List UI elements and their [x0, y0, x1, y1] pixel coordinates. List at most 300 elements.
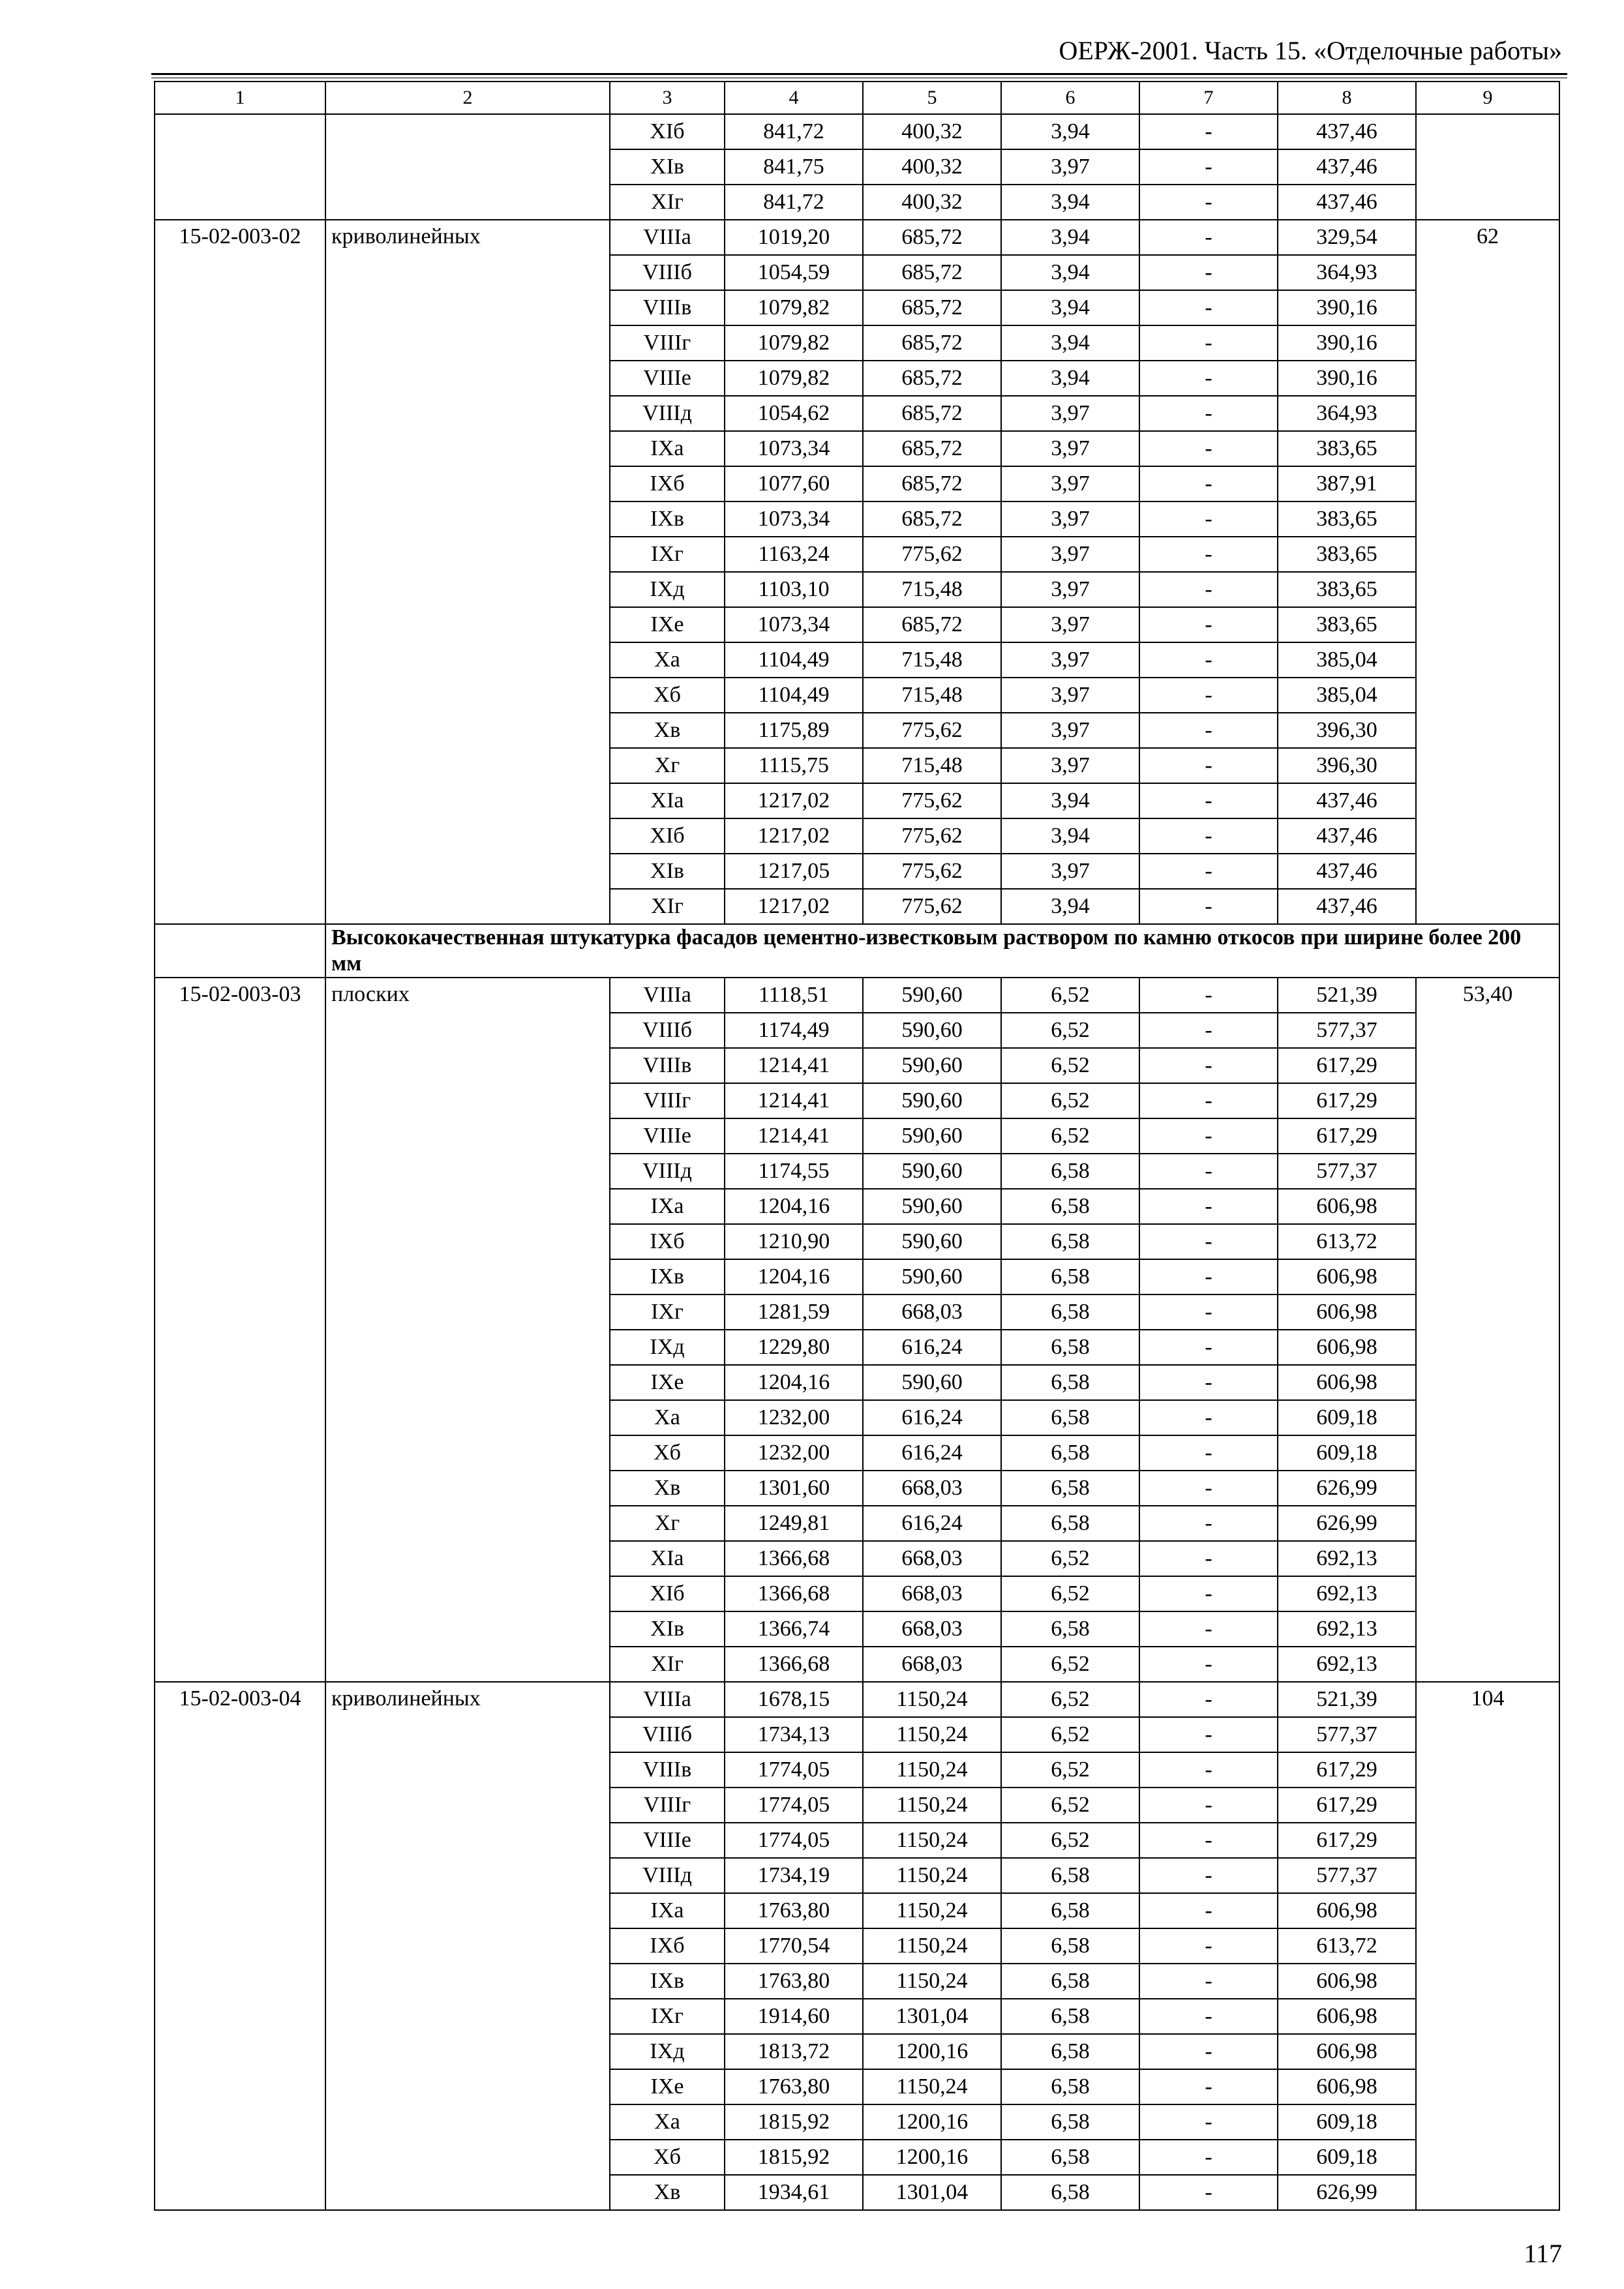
- machines-cell: 6,58: [1001, 1999, 1139, 2034]
- machines-cell: 3,97: [1001, 748, 1139, 783]
- driver-wages-cell: -: [1139, 1717, 1278, 1752]
- total-cost-cell: 1774,05: [725, 1788, 863, 1823]
- wages-cell: 685,72: [863, 607, 1001, 642]
- wages-cell: 1150,24: [863, 1858, 1001, 1893]
- stage-cell: VIIIв: [610, 1048, 725, 1083]
- total-cost-cell: 1774,05: [725, 1752, 863, 1788]
- total-cost-cell: 1217,02: [725, 818, 863, 854]
- machines-cell: 3,97: [1001, 396, 1139, 431]
- wages-cell: 775,62: [863, 783, 1001, 818]
- total-cost-cell: 1175,89: [725, 713, 863, 748]
- machines-cell: 6,58: [1001, 1400, 1139, 1435]
- wages-cell: 1150,24: [863, 1823, 1001, 1858]
- wages-cell: 590,60: [863, 978, 1001, 1013]
- stage-cell: IXа: [610, 1189, 725, 1224]
- materials-cell: 617,29: [1278, 1048, 1416, 1083]
- machines-cell: 6,58: [1001, 1294, 1139, 1330]
- total-cost-cell: 1163,24: [725, 537, 863, 572]
- stage-cell: XIа: [610, 783, 725, 818]
- machines-cell: 6,58: [1001, 1435, 1139, 1471]
- stage-cell: XIг: [610, 1647, 725, 1682]
- driver-wages-cell: -: [1139, 2175, 1278, 2210]
- stage-cell: IXб: [610, 1224, 725, 1259]
- wages-cell: 685,72: [863, 396, 1001, 431]
- stage-cell: Xа: [610, 2104, 725, 2140]
- driver-wages-cell: -: [1139, 1647, 1278, 1682]
- work-name: криволинейных: [325, 1682, 610, 2210]
- driver-wages-cell: -: [1139, 149, 1278, 185]
- materials-cell: 437,46: [1278, 854, 1416, 889]
- stage-cell: Xб: [610, 2140, 725, 2175]
- driver-wages-cell: -: [1139, 1611, 1278, 1647]
- stage-cell: Xа: [610, 1400, 725, 1435]
- wages-cell: 1150,24: [863, 1682, 1001, 1717]
- driver-wages-cell: -: [1139, 1259, 1278, 1294]
- wages-cell: 616,24: [863, 1506, 1001, 1541]
- stage-cell: XIг: [610, 185, 725, 220]
- stage-cell: IXг: [610, 1999, 725, 2034]
- driver-wages-cell: -: [1139, 1506, 1278, 1541]
- wages-cell: 685,72: [863, 290, 1001, 325]
- driver-wages-cell: -: [1139, 2069, 1278, 2104]
- machines-cell: 3,97: [1001, 501, 1139, 537]
- driver-wages-cell: -: [1139, 1083, 1278, 1118]
- driver-wages-cell: -: [1139, 1928, 1278, 1964]
- rate-code: [155, 114, 325, 220]
- driver-wages-cell: -: [1139, 1365, 1278, 1400]
- wages-cell: 1150,24: [863, 1788, 1001, 1823]
- materials-cell: 692,13: [1278, 1576, 1416, 1611]
- driver-wages-cell: -: [1139, 1752, 1278, 1788]
- total-cost-cell: 1118,51: [725, 978, 863, 1013]
- wages-cell: 590,60: [863, 1259, 1001, 1294]
- column-number: 1: [155, 82, 325, 114]
- wages-cell: 668,03: [863, 1611, 1001, 1647]
- total-cost-cell: 1366,68: [725, 1541, 863, 1576]
- machines-cell: 6,52: [1001, 1048, 1139, 1083]
- wages-cell: 590,60: [863, 1083, 1001, 1118]
- driver-wages-cell: -: [1139, 2140, 1278, 2175]
- driver-wages-cell: -: [1139, 1294, 1278, 1330]
- machines-cell: 3,94: [1001, 325, 1139, 361]
- machines-cell: 3,94: [1001, 290, 1139, 325]
- stage-cell: VIIIб: [610, 1717, 725, 1752]
- materials-cell: 606,98: [1278, 2034, 1416, 2069]
- materials-cell: 692,13: [1278, 1541, 1416, 1576]
- stage-cell: IXд: [610, 1330, 725, 1365]
- driver-wages-cell: -: [1139, 1893, 1278, 1928]
- wages-cell: 685,72: [863, 501, 1001, 537]
- total-cost-cell: 1774,05: [725, 1823, 863, 1858]
- driver-wages-cell: -: [1139, 220, 1278, 255]
- driver-wages-cell: -: [1139, 185, 1278, 220]
- page-header-title: ОЕРЖ-2001. Часть 15. «Отделочные работы»: [1059, 36, 1562, 65]
- wages-cell: 668,03: [863, 1294, 1001, 1330]
- driver-wages-cell: -: [1139, 1224, 1278, 1259]
- stage-cell: IXд: [610, 2034, 725, 2069]
- stage-cell: VIIIг: [610, 1788, 725, 1823]
- materials-cell: 617,29: [1278, 1752, 1416, 1788]
- wages-cell: 685,72: [863, 220, 1001, 255]
- wages-cell: 1150,24: [863, 1928, 1001, 1964]
- wages-cell: 1200,16: [863, 2104, 1001, 2140]
- work-name: криволинейных: [325, 220, 610, 924]
- driver-wages-cell: -: [1139, 466, 1278, 501]
- wages-cell: 715,48: [863, 572, 1001, 607]
- materials-cell: 692,13: [1278, 1647, 1416, 1682]
- wages-cell: 1200,16: [863, 2140, 1001, 2175]
- materials-cell: 437,46: [1278, 185, 1416, 220]
- labor-rate: 104: [1416, 1682, 1559, 2210]
- stage-cell: Xг: [610, 748, 725, 783]
- total-cost-cell: 1229,80: [725, 1330, 863, 1365]
- stage-cell: IXд: [610, 572, 725, 607]
- stage-cell: IXв: [610, 501, 725, 537]
- driver-wages-cell: -: [1139, 713, 1278, 748]
- total-cost-cell: 1214,41: [725, 1083, 863, 1118]
- stage-cell: Xб: [610, 1435, 725, 1471]
- stage-cell: XIг: [610, 889, 725, 924]
- driver-wages-cell: -: [1139, 607, 1278, 642]
- machines-cell: 6,52: [1001, 1788, 1139, 1823]
- total-cost-cell: 1104,49: [725, 642, 863, 678]
- driver-wages-cell: -: [1139, 501, 1278, 537]
- rate-code: 15-02-003-04: [155, 1682, 325, 2210]
- driver-wages-cell: -: [1139, 1682, 1278, 1717]
- wages-cell: 590,60: [863, 1189, 1001, 1224]
- total-cost-cell: 1174,55: [725, 1154, 863, 1189]
- total-cost-cell: 841,72: [725, 185, 863, 220]
- wages-cell: 775,62: [863, 854, 1001, 889]
- driver-wages-cell: -: [1139, 361, 1278, 396]
- stage-cell: VIIIв: [610, 1752, 725, 1788]
- total-cost-cell: 1249,81: [725, 1506, 863, 1541]
- machines-cell: 3,97: [1001, 431, 1139, 466]
- total-cost-cell: 1366,68: [725, 1576, 863, 1611]
- header-rule: [151, 73, 1567, 75]
- machines-cell: 3,97: [1001, 537, 1139, 572]
- stage-cell: IXб: [610, 1928, 725, 1964]
- wages-cell: 685,72: [863, 255, 1001, 290]
- stage-cell: XIв: [610, 149, 725, 185]
- materials-cell: 437,46: [1278, 114, 1416, 149]
- column-number: 4: [725, 82, 863, 114]
- materials-cell: 606,98: [1278, 1893, 1416, 1928]
- wages-cell: 1200,16: [863, 2034, 1001, 2069]
- work-name: плоских: [325, 978, 610, 1682]
- wages-cell: 1150,24: [863, 1752, 1001, 1788]
- driver-wages-cell: -: [1139, 1435, 1278, 1471]
- wages-cell: 1301,04: [863, 1999, 1001, 2034]
- materials-cell: 626,99: [1278, 2175, 1416, 2210]
- materials-cell: 577,37: [1278, 1858, 1416, 1893]
- materials-cell: 385,04: [1278, 642, 1416, 678]
- stage-cell: IXв: [610, 1259, 725, 1294]
- driver-wages-cell: -: [1139, 1189, 1278, 1224]
- column-number-row: [155, 82, 1559, 114]
- section-title-row: [155, 924, 1559, 978]
- driver-wages-cell: -: [1139, 678, 1278, 713]
- materials-cell: 613,72: [1278, 1224, 1416, 1259]
- driver-wages-cell: -: [1139, 1788, 1278, 1823]
- materials-cell: 364,93: [1278, 396, 1416, 431]
- table-row: [155, 114, 1559, 149]
- total-cost-cell: 1366,74: [725, 1611, 863, 1647]
- materials-cell: 329,54: [1278, 220, 1416, 255]
- driver-wages-cell: -: [1139, 978, 1278, 1013]
- materials-cell: 617,29: [1278, 1823, 1416, 1858]
- materials-cell: 606,98: [1278, 1189, 1416, 1224]
- stage-cell: VIIIе: [610, 1823, 725, 1858]
- materials-cell: 609,18: [1278, 1435, 1416, 1471]
- driver-wages-cell: -: [1139, 1048, 1278, 1083]
- stage-cell: VIIIе: [610, 361, 725, 396]
- column-number: 7: [1139, 82, 1278, 114]
- wages-cell: 590,60: [863, 1048, 1001, 1083]
- total-cost-cell: 1366,68: [725, 1647, 863, 1682]
- materials-cell: 390,16: [1278, 361, 1416, 396]
- total-cost-cell: 1217,02: [725, 889, 863, 924]
- wages-cell: 616,24: [863, 1435, 1001, 1471]
- driver-wages-cell: -: [1139, 290, 1278, 325]
- machines-cell: 3,94: [1001, 783, 1139, 818]
- machines-cell: 6,52: [1001, 1682, 1139, 1717]
- wages-cell: 1150,24: [863, 1893, 1001, 1928]
- total-cost-cell: 1217,05: [725, 854, 863, 889]
- stage-cell: VIIIд: [610, 1858, 725, 1893]
- machines-cell: 3,97: [1001, 713, 1139, 748]
- materials-cell: 577,37: [1278, 1154, 1416, 1189]
- stage-cell: VIIIв: [610, 290, 725, 325]
- total-cost-cell: 1813,72: [725, 2034, 863, 2069]
- stage-cell: IXе: [610, 607, 725, 642]
- wages-cell: 715,48: [863, 678, 1001, 713]
- wages-cell: 715,48: [863, 748, 1001, 783]
- column-number: 5: [863, 82, 1001, 114]
- materials-cell: 609,18: [1278, 2140, 1416, 2175]
- wages-cell: 1150,24: [863, 2069, 1001, 2104]
- machines-cell: 6,58: [1001, 2069, 1139, 2104]
- wages-cell: 775,62: [863, 889, 1001, 924]
- machines-cell: 3,94: [1001, 220, 1139, 255]
- driver-wages-cell: -: [1139, 854, 1278, 889]
- machines-cell: 6,52: [1001, 1083, 1139, 1118]
- machines-cell: 6,52: [1001, 1118, 1139, 1154]
- labor-rate: [1416, 114, 1559, 220]
- wages-cell: 616,24: [863, 1330, 1001, 1365]
- materials-cell: 606,98: [1278, 1964, 1416, 1999]
- machines-cell: 6,52: [1001, 1013, 1139, 1048]
- column-number: 2: [325, 82, 610, 114]
- materials-cell: 437,46: [1278, 818, 1416, 854]
- stage-cell: VIIIа: [610, 220, 725, 255]
- machines-cell: 3,97: [1001, 642, 1139, 678]
- wages-cell: 685,72: [863, 325, 1001, 361]
- total-cost-cell: 1019,20: [725, 220, 863, 255]
- total-cost-cell: 1763,80: [725, 1893, 863, 1928]
- driver-wages-cell: -: [1139, 396, 1278, 431]
- total-cost-cell: 1763,80: [725, 2069, 863, 2104]
- machines-cell: 3,94: [1001, 361, 1139, 396]
- total-cost-cell: 1204,16: [725, 1189, 863, 1224]
- materials-cell: 387,91: [1278, 466, 1416, 501]
- materials-cell: 606,98: [1278, 1999, 1416, 2034]
- machines-cell: 6,58: [1001, 1259, 1139, 1294]
- total-cost-cell: 841,75: [725, 149, 863, 185]
- machines-cell: 6,58: [1001, 1928, 1139, 1964]
- materials-cell: 626,99: [1278, 1506, 1416, 1541]
- materials-cell: 617,29: [1278, 1788, 1416, 1823]
- materials-cell: 606,98: [1278, 1259, 1416, 1294]
- driver-wages-cell: -: [1139, 1576, 1278, 1611]
- total-cost-cell: 1934,61: [725, 2175, 863, 2210]
- machines-cell: 6,58: [1001, 2175, 1139, 2210]
- machines-cell: 6,52: [1001, 1647, 1139, 1682]
- total-cost-cell: 1214,41: [725, 1118, 863, 1154]
- wages-cell: 685,72: [863, 361, 1001, 396]
- wages-cell: 668,03: [863, 1471, 1001, 1506]
- materials-cell: 692,13: [1278, 1611, 1416, 1647]
- machines-cell: 3,94: [1001, 818, 1139, 854]
- total-cost-cell: 1077,60: [725, 466, 863, 501]
- rates-table: [154, 81, 1560, 2211]
- machines-cell: 6,52: [1001, 1576, 1139, 1611]
- machines-cell: 3,97: [1001, 854, 1139, 889]
- machines-cell: 6,58: [1001, 2034, 1139, 2069]
- table-row: [155, 220, 1559, 255]
- wages-cell: 668,03: [863, 1576, 1001, 1611]
- total-cost-cell: 1214,41: [725, 1048, 863, 1083]
- driver-wages-cell: -: [1139, 1400, 1278, 1435]
- total-cost-cell: 1232,00: [725, 1435, 863, 1471]
- wages-cell: 775,62: [863, 818, 1001, 854]
- materials-cell: 626,99: [1278, 1471, 1416, 1506]
- total-cost-cell: 1210,90: [725, 1224, 863, 1259]
- machines-cell: 3,94: [1001, 185, 1139, 220]
- wages-cell: 590,60: [863, 1224, 1001, 1259]
- total-cost-cell: 1073,34: [725, 607, 863, 642]
- machines-cell: 3,94: [1001, 889, 1139, 924]
- total-cost-cell: 1103,10: [725, 572, 863, 607]
- materials-cell: 613,72: [1278, 1928, 1416, 1964]
- machines-cell: 3,97: [1001, 678, 1139, 713]
- materials-cell: 437,46: [1278, 783, 1416, 818]
- machines-cell: 6,58: [1001, 1189, 1139, 1224]
- stage-cell: VIIIе: [610, 1118, 725, 1154]
- machines-cell: 6,58: [1001, 1330, 1139, 1365]
- stage-cell: VIIIб: [610, 1013, 725, 1048]
- total-cost-cell: 1204,16: [725, 1259, 863, 1294]
- labor-rate: 53,40: [1416, 978, 1559, 1682]
- total-cost-cell: 1104,49: [725, 678, 863, 713]
- stage-cell: VIIIб: [610, 255, 725, 290]
- driver-wages-cell: -: [1139, 1858, 1278, 1893]
- wages-cell: 775,62: [863, 713, 1001, 748]
- stage-cell: Xа: [610, 642, 725, 678]
- driver-wages-cell: -: [1139, 783, 1278, 818]
- wages-cell: 1150,24: [863, 1964, 1001, 1999]
- driver-wages-cell: -: [1139, 1823, 1278, 1858]
- total-cost-cell: 1115,75: [725, 748, 863, 783]
- machines-cell: 6,58: [1001, 2104, 1139, 2140]
- materials-cell: 609,18: [1278, 2104, 1416, 2140]
- column-number: 6: [1001, 82, 1139, 114]
- stage-cell: XIа: [610, 1541, 725, 1576]
- materials-cell: 396,30: [1278, 713, 1416, 748]
- total-cost-cell: 1054,62: [725, 396, 863, 431]
- wages-cell: 668,03: [863, 1647, 1001, 1682]
- total-cost-cell: 1073,34: [725, 501, 863, 537]
- materials-cell: 383,65: [1278, 537, 1416, 572]
- driver-wages-cell: -: [1139, 1471, 1278, 1506]
- materials-cell: 383,65: [1278, 501, 1416, 537]
- machines-cell: 6,52: [1001, 1823, 1139, 1858]
- materials-cell: 385,04: [1278, 678, 1416, 713]
- machines-cell: 3,94: [1001, 114, 1139, 149]
- machines-cell: 3,97: [1001, 149, 1139, 185]
- materials-cell: 606,98: [1278, 1330, 1416, 1365]
- driver-wages-cell: -: [1139, 818, 1278, 854]
- total-cost-cell: 1174,49: [725, 1013, 863, 1048]
- driver-wages-cell: -: [1139, 748, 1278, 783]
- machines-cell: 6,52: [1001, 1752, 1139, 1788]
- machines-cell: 6,58: [1001, 1893, 1139, 1928]
- stage-cell: Xб: [610, 678, 725, 713]
- table-row: [155, 978, 1559, 1013]
- materials-cell: 609,18: [1278, 1400, 1416, 1435]
- section-title: Высококачественная штукатурка фасадов цементно-известковым раствором по камню откосов при ширине более 200 мм: [325, 924, 1559, 978]
- driver-wages-cell: -: [1139, 572, 1278, 607]
- machines-cell: 6,58: [1001, 1224, 1139, 1259]
- stage-cell: Xг: [610, 1506, 725, 1541]
- wages-cell: 668,03: [863, 1541, 1001, 1576]
- total-cost-cell: 1079,82: [725, 361, 863, 396]
- materials-cell: 383,65: [1278, 607, 1416, 642]
- total-cost-cell: 1815,92: [725, 2104, 863, 2140]
- driver-wages-cell: -: [1139, 1541, 1278, 1576]
- driver-wages-cell: -: [1139, 114, 1278, 149]
- machines-cell: 6,58: [1001, 1154, 1139, 1189]
- total-cost-cell: 1734,19: [725, 1858, 863, 1893]
- machines-cell: 6,58: [1001, 2140, 1139, 2175]
- wages-cell: 1150,24: [863, 1717, 1001, 1752]
- total-cost-cell: 1217,02: [725, 783, 863, 818]
- materials-cell: 521,39: [1278, 978, 1416, 1013]
- column-number: 9: [1416, 82, 1559, 114]
- materials-cell: 617,29: [1278, 1118, 1416, 1154]
- column-number: 3: [610, 82, 725, 114]
- wages-cell: 616,24: [863, 1400, 1001, 1435]
- machines-cell: 6,52: [1001, 1717, 1139, 1752]
- machines-cell: 3,97: [1001, 572, 1139, 607]
- stage-cell: VIIIа: [610, 978, 725, 1013]
- total-cost-cell: 841,72: [725, 114, 863, 149]
- stage-cell: VIIIд: [610, 1154, 725, 1189]
- materials-cell: 606,98: [1278, 1294, 1416, 1330]
- stage-cell: VIIIг: [610, 325, 725, 361]
- stage-cell: Xв: [610, 1471, 725, 1506]
- machines-cell: 6,58: [1001, 1365, 1139, 1400]
- wages-cell: 685,72: [863, 431, 1001, 466]
- stage-cell: IXг: [610, 537, 725, 572]
- total-cost-cell: 1073,34: [725, 431, 863, 466]
- materials-cell: 577,37: [1278, 1717, 1416, 1752]
- materials-cell: 390,16: [1278, 325, 1416, 361]
- wages-cell: 590,60: [863, 1154, 1001, 1189]
- materials-cell: 606,98: [1278, 1365, 1416, 1400]
- wages-cell: 590,60: [863, 1365, 1001, 1400]
- stage-cell: Xв: [610, 2175, 725, 2210]
